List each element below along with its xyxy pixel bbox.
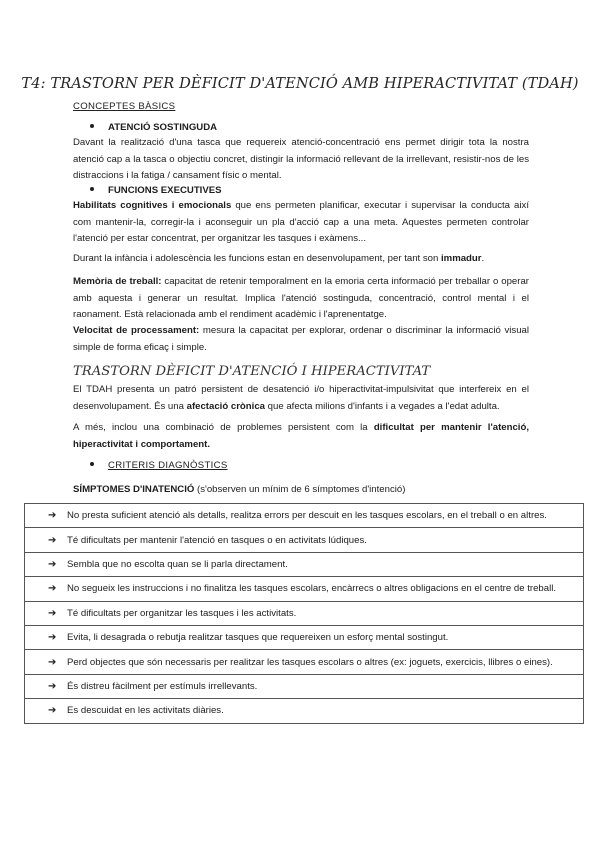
- afectacio-bold: afectació crònica: [186, 400, 265, 412]
- table-cell: [25, 650, 584, 674]
- dificultat-bold: dificultat per mantenir l'atenció, hiperactivitat i comportament.: [73, 422, 529, 450]
- arrow-right-icon: ➔: [48, 534, 57, 546]
- tdah-p1-start: El TDAH presenta un patró persistent de desatenció i/o hiperactivitat-impulsivitat que interfereix en el desenvolupament. És una: [73, 384, 529, 412]
- table-cell: [25, 625, 584, 649]
- table-row: [25, 552, 584, 576]
- table-row: [25, 674, 584, 698]
- immadur-bold: immadur: [441, 253, 482, 264]
- arrow-right-icon: ➔: [48, 607, 57, 619]
- arrow-right-icon: ➔: [48, 558, 57, 570]
- symptom-text: Té dificultats per organitzar les tasques i les activitats.: [67, 607, 297, 619]
- symptoms-note: (s'observen un mínim de 6 símptomes d'intenció): [194, 484, 406, 495]
- symptoms-table: [24, 503, 584, 724]
- criteris-heading: CRITERIS DIAGNÒSTICS: [108, 460, 228, 471]
- tdah-paragraph-1: [73, 382, 529, 415]
- tdah-p1-end: que afecta milions d'infants i a vegades a l'edat adulta.: [265, 400, 500, 412]
- table-row: [25, 528, 584, 552]
- document-title: T4: TRASTORN PER DÈFICIT D'ATENCIÓ AMB HIPERACTIVITAT (TDAH): [21, 75, 579, 92]
- symptom-text: És distreu fàcilment per estímuls irrellevants.: [67, 680, 258, 692]
- table-cell: [25, 699, 584, 723]
- table-cell: [25, 504, 584, 528]
- atencio-paragraph: Davant la realització d'una tasca que requereix atenció-concentració ens permet dirigir tota la nostra atenció cap a la tasca o objectiu concret, distingir la informació rellevant de la irrellevant, resistir-nos de les distraccions i la fatiga / cansament físic o mental.: [73, 137, 529, 181]
- velocitat-text: mesura la capacitat per explorar, ordenar o discriminar la informació visual simple de forma eficaç i simple.: [73, 325, 529, 353]
- bullet-heading-criteris: [90, 460, 228, 471]
- table-row: [25, 625, 584, 649]
- funcions-p2-text: Durant la infància i adolescència les funcions estan en desenvolupament, per tant son: [73, 253, 441, 264]
- memoria-bold: Memòria de treball:: [73, 276, 162, 287]
- atencio-heading: ATENCIÓ SOSTINGUDA: [108, 122, 218, 133]
- funcions-paragraph-2: [73, 251, 529, 268]
- symptom-text: Sembla que no escolta quan se li parla directament.: [67, 558, 288, 570]
- habilitats-bold: Habilitats cognitives i emocionals: [73, 200, 232, 211]
- symptom-text: Perd objectes que són necessaris per realitzar les tasques escolars o altres (ex: joguets, exercicis, llibres o eines).: [67, 656, 553, 668]
- symptom-text: No segueix les instruccions i no finalitza les tasques escolars, encàrrecs o altres obligacions en el centre de treball.: [67, 583, 557, 595]
- arrow-right-icon: ➔: [48, 510, 57, 522]
- velocitat-paragraph: [73, 323, 529, 356]
- table-row: [25, 699, 584, 723]
- arrow-right-icon: ➔: [48, 632, 57, 644]
- velocitat-bold: Velocitat de processament:: [73, 325, 200, 336]
- arrow-right-icon: ➔: [48, 705, 57, 717]
- tdah-paragraph-2: [73, 420, 529, 453]
- symptoms-bold: SÍMPTOMES D'INATENCIÓ: [73, 484, 195, 495]
- table-cell: [25, 552, 584, 576]
- bullet-dot-icon: [90, 462, 94, 466]
- arrow-right-icon: ➔: [48, 583, 57, 595]
- symptoms-heading: [73, 484, 405, 495]
- funcions-heading: FUNCIONS EXECUTIVES: [108, 185, 222, 196]
- table-row: [25, 577, 584, 601]
- memoria-text: capacitat de retenir temporalment en la emoria certa informació per treballar o operar amb aquesta i generar un resultat. Implica l'atenció sostinguda, concentració, control mental i el raonament. Està relacionada amb el rendiment acadèmic i l'aprenentatge.: [73, 276, 529, 320]
- memoria-paragraph: [73, 274, 529, 324]
- funcions-paragraph-1: [73, 198, 529, 248]
- symptom-text: Es descuidat en les activitats diàries.: [67, 705, 224, 717]
- table-row: [25, 504, 584, 528]
- arrow-right-icon: ➔: [48, 656, 57, 668]
- bullet-dot-icon: [90, 124, 94, 128]
- table-cell: [25, 528, 584, 552]
- table-row: [25, 650, 584, 674]
- tdah-subtitle: TRASTORN DÈFICIT D'ATENCIÓ I HIPERACTIVITAT: [73, 364, 431, 379]
- symptom-text: Té dificultats per mantenir l'atenció en tasques o en activitats lúdiques.: [67, 534, 367, 546]
- table-cell: [25, 577, 584, 601]
- table-cell: [25, 601, 584, 625]
- bullet-heading-atencio: [90, 122, 217, 133]
- arrow-right-icon: ➔: [48, 680, 57, 692]
- tdah-p2-start: A més, inclou una combinació de problemes persistent com la: [73, 422, 374, 433]
- bullet-heading-funcions: [90, 185, 222, 196]
- symptom-text: Evita, li desagrada o rebutja realitzar tasques que requereixen un esforç mental sostingut.: [67, 632, 449, 644]
- table-cell: [25, 674, 584, 698]
- section-heading-conceptes: CONCEPTES BÀSICS: [73, 101, 176, 112]
- symptom-text: No presta suficient atenció als detalls, realitza errors per descuit en les tasques escolars, en el treball o en altres.: [67, 510, 547, 522]
- bullet-dot-icon: [90, 187, 94, 191]
- table-row: [25, 601, 584, 625]
- funcions-p1-text: que ens permeten planificar, executar i supervisar la conducta així com mantenir-la, corregir-la i aconseguir un pla d'acció cap a una meta. Aquestes permeten controlar l'atenció per estar concentrat, per organitzar les tasques i exàmens...: [73, 200, 529, 244]
- funcions-p2-end: .: [481, 253, 485, 264]
